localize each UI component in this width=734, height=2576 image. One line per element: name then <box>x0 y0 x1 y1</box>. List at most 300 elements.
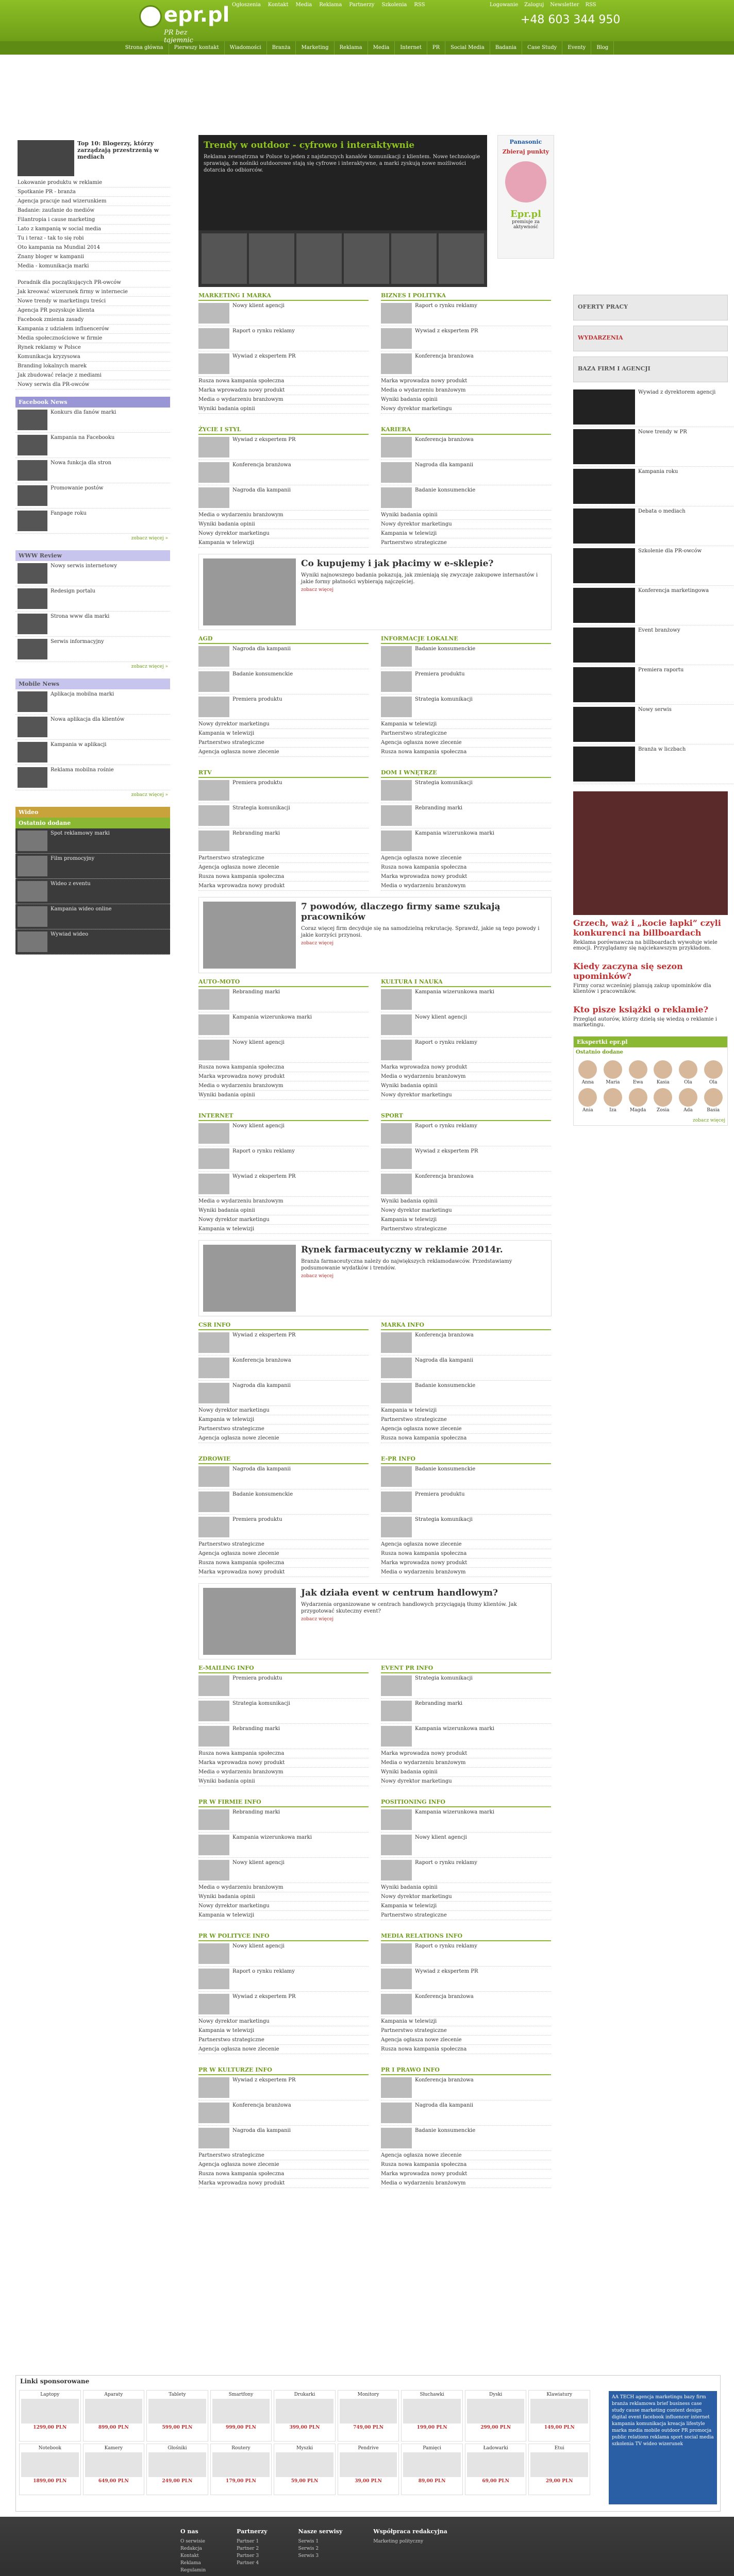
top-nav-item[interactable]: Partnerzy <box>349 2 375 8</box>
top-link[interactable]: Zaloguj <box>524 2 544 8</box>
section-line[interactable]: Media o wydarzeniu branżowym <box>381 882 551 891</box>
sponsored-item-image[interactable] <box>467 2452 525 2477</box>
section-entry[interactable] <box>381 1381 551 1406</box>
top-nav-item[interactable]: Kontakt <box>268 2 289 8</box>
main-nav-item[interactable]: Case Study <box>522 41 562 55</box>
expert[interactable] <box>677 1060 699 1085</box>
entry-title[interactable]: Nagroda dla kampanii <box>415 462 473 468</box>
entry-title[interactable]: Wywiad z ekspertem PR <box>232 1332 296 1338</box>
main-nav-item[interactable]: Branża <box>267 41 296 55</box>
right-news-title[interactable]: Nowy serwis <box>638 707 672 713</box>
section-entry[interactable] <box>198 1992 369 2017</box>
section-line[interactable]: Rusza nowa kampania społeczna <box>381 1434 551 1443</box>
entry-title[interactable]: Wywiad z ekspertem PR <box>415 1148 478 1154</box>
entry-title[interactable]: Kampania wizerunkowa marki <box>415 989 494 995</box>
section-entry[interactable] <box>198 301 369 326</box>
hero-title[interactable]: Trendy w outdoor - cyfrowo i interaktywnie <box>204 140 415 150</box>
recent-list-item[interactable]: Facebook zmienia zasady <box>15 315 170 325</box>
section-heading[interactable]: ŻYCIE I STYL <box>198 426 369 435</box>
top-link[interactable]: Newsletter <box>550 2 579 8</box>
section-line[interactable]: Kampania w telewizji <box>381 529 551 538</box>
entry-title[interactable]: Konferencja branżowa <box>415 353 474 359</box>
entry-thumb[interactable] <box>381 1994 412 2014</box>
list-item-text[interactable]: Wywiad wideo <box>51 931 89 937</box>
section-entry[interactable] <box>381 1038 551 1063</box>
footer-link[interactable]: Redakcja <box>180 2546 202 2551</box>
entry-title[interactable]: Raport o rynku reklamy <box>415 1860 477 1866</box>
section-heading[interactable]: PR I PRAWO INFO <box>381 2066 551 2075</box>
section-entry[interactable] <box>381 1858 551 1883</box>
sponsored-item[interactable] <box>401 2390 463 2442</box>
section-line[interactable]: Media o wydarzeniu branżowym <box>198 1081 369 1091</box>
entry-thumb[interactable] <box>198 1835 229 1855</box>
section-line[interactable]: Nowy dyrektor marketingu <box>198 1406 369 1415</box>
feature-read-more[interactable]: zobacz więcej <box>301 587 333 592</box>
section-entry[interactable] <box>198 1146 369 1172</box>
recent-list-item[interactable]: Branding lokalnych marek <box>15 362 170 371</box>
sponsored-item[interactable] <box>19 2390 81 2442</box>
sponsored-item-name[interactable]: Routery <box>231 2446 251 2451</box>
section-heading[interactable]: PR W KULTURZE INFO <box>198 2066 369 2075</box>
section-line[interactable]: Partnerstwo strategiczne <box>381 1911 551 1920</box>
right-news-thumb[interactable] <box>573 469 635 504</box>
section-line[interactable]: Nowy dyrektor marketingu <box>198 1215 369 1225</box>
section-entry[interactable] <box>381 1807 551 1833</box>
feature-article-2[interactable] <box>198 897 552 973</box>
right-news-item[interactable] <box>573 506 734 546</box>
feature-article-4[interactable] <box>198 1583 552 1659</box>
entry-thumb[interactable] <box>198 1517 229 1537</box>
main-nav-item[interactable]: PR <box>427 41 445 55</box>
section-line[interactable]: Kampania w telewizji <box>381 1902 551 1911</box>
section-entry[interactable] <box>198 1858 369 1883</box>
list-item-thumb[interactable] <box>18 435 47 455</box>
sponsored-item-image[interactable] <box>403 2452 461 2477</box>
section-entry[interactable] <box>381 1012 551 1038</box>
section-line[interactable]: Agencja ogłasza nowe zlecenie <box>198 2045 369 2054</box>
right-feature-1[interactable] <box>573 791 728 951</box>
entry-title[interactable]: Strategia komunikacji <box>415 1675 473 1681</box>
hero-thumbnail[interactable] <box>202 233 247 284</box>
right-feature-1-title[interactable]: Grzech, waż i „kocie łapki” czyli konkurenci na billboardach <box>573 918 721 938</box>
feature-article-3[interactable] <box>198 1240 552 1316</box>
list-item-text[interactable]: Fanpage roku <box>51 511 87 516</box>
section-line[interactable]: Media o wydarzeniu branżowym <box>381 386 551 395</box>
entry-title[interactable]: Badanie konsumenckie <box>415 2128 476 2133</box>
top-nav-item[interactable]: Media <box>295 2 312 8</box>
www-more-link[interactable]: zobacz więcej » <box>131 664 168 669</box>
section-entry[interactable] <box>198 1807 369 1833</box>
sponsored-item-image[interactable] <box>21 2452 79 2477</box>
expert-name[interactable]: Ada <box>683 1108 693 1113</box>
entry-thumb[interactable] <box>198 1726 229 1747</box>
hero-thumbnail[interactable] <box>391 233 437 284</box>
entry-thumb[interactable] <box>381 780 412 801</box>
section-line[interactable]: Kampania w telewizji <box>381 1406 551 1415</box>
main-nav-item[interactable]: Blog <box>591 41 614 55</box>
entry-title[interactable]: Kampania wizerunkowa marki <box>415 831 494 836</box>
entry-title[interactable]: Premiera produktu <box>415 1492 465 1497</box>
right-news-item[interactable] <box>573 705 734 744</box>
entry-thumb[interactable] <box>198 1809 229 1830</box>
entry-thumb[interactable] <box>381 1466 412 1487</box>
list-item-text[interactable]: Wideo z eventu <box>51 881 91 887</box>
entry-title[interactable]: Kampania wizerunkowa marki <box>232 1014 312 1020</box>
section-entry[interactable] <box>198 351 369 377</box>
section-line[interactable]: Agencja ogłasza nowe zlecenie <box>381 2036 551 2045</box>
section-heading[interactable]: CSR INFO <box>198 1321 369 1330</box>
feature-title[interactable]: Jak działa event w centrum handlowym? <box>301 1588 498 1598</box>
entry-thumb[interactable] <box>198 1701 229 1721</box>
right-news-item[interactable] <box>573 586 734 625</box>
top-list-item[interactable]: Spotkanie PR - branża <box>15 188 170 197</box>
right-news-thumb[interactable] <box>573 429 635 464</box>
list-item-thumb[interactable] <box>18 691 47 712</box>
section-entry[interactable] <box>198 1833 369 1858</box>
main-nav-item[interactable]: Social Media <box>445 41 490 55</box>
sponsored-item[interactable] <box>83 2390 145 2442</box>
right-feature-2[interactable] <box>573 961 728 994</box>
entry-thumb[interactable] <box>198 1358 229 1378</box>
sponsored-item-image[interactable] <box>212 2399 270 2424</box>
expert-avatar[interactable] <box>654 1060 672 1079</box>
section-line[interactable]: Nowy dyrektor marketingu <box>198 2017 369 2026</box>
section-line[interactable]: Marka wprowadza nowy produkt <box>198 882 369 891</box>
section-line[interactable]: Rusza nowa kampania społeczna <box>381 1549 551 1558</box>
expert[interactable] <box>627 1088 649 1113</box>
right-feature-3[interactable] <box>573 1005 728 1028</box>
top-nav-item[interactable]: Szkolenia <box>381 2 407 8</box>
entry-thumb[interactable] <box>198 1040 229 1060</box>
section-line[interactable]: Rusza nowa kampania społeczna <box>381 2160 551 2170</box>
sponsored-item-name[interactable]: Pendrive <box>358 2446 379 2451</box>
section-line[interactable]: Marka wprowadza nowy produkt <box>198 2179 369 2188</box>
right-news-thumb[interactable] <box>573 747 635 782</box>
section-entry[interactable] <box>381 1515 551 1540</box>
expert-name[interactable]: Zosia <box>657 1108 670 1113</box>
section-entry[interactable] <box>381 1489 551 1515</box>
list-item-text[interactable]: Reklama mobilna rośnie <box>51 767 114 773</box>
section-line[interactable]: Kampania w telewizji <box>381 2017 551 2026</box>
top-list-item[interactable]: Lokowanie produktu w reklamie <box>15 178 170 188</box>
section-entry[interactable] <box>198 1012 369 1038</box>
section-entry[interactable] <box>381 1330 551 1355</box>
entry-thumb[interactable] <box>381 831 412 851</box>
section-line[interactable]: Rusza nowa kampania społeczna <box>198 1558 369 1568</box>
entry-thumb[interactable] <box>381 437 412 457</box>
sponsored-item-name[interactable]: Laptopy <box>40 2392 60 2397</box>
footer-link[interactable]: Serwis 2 <box>298 2546 319 2551</box>
sponsored-item[interactable] <box>210 2444 272 2495</box>
feature-read-more[interactable]: zobacz więcej <box>301 941 333 946</box>
section-line[interactable]: Nowy dyrektor marketingu <box>381 1091 551 1100</box>
footer-link[interactable]: Serwis 1 <box>298 2539 319 2544</box>
main-nav-item[interactable]: Reklama <box>335 41 368 55</box>
section-line[interactable]: Agencja ogłasza nowe zlecenie <box>198 863 369 872</box>
section-entry[interactable] <box>381 1967 551 1992</box>
list-item-text[interactable]: Promowanie postów <box>51 485 104 491</box>
expert-name[interactable]: Basia <box>707 1108 720 1113</box>
section-line[interactable]: Marka wprowadza nowy produkt <box>381 872 551 882</box>
list-item-text[interactable]: Redesign portalu <box>51 588 95 594</box>
recent-list-item[interactable]: Agencja PR pozyskuje klienta <box>15 306 170 315</box>
section-line[interactable]: Marka wprowadza nowy produkt <box>381 1749 551 1758</box>
sponsored-item-image[interactable] <box>403 2399 461 2424</box>
right-news-title[interactable]: Nowe trendy w PR <box>638 429 687 435</box>
list-item-thumb[interactable] <box>18 856 47 876</box>
list-item-thumb[interactable] <box>18 563 47 584</box>
section-entry[interactable] <box>198 987 369 1012</box>
section-entry[interactable] <box>198 2075 369 2100</box>
section-line[interactable]: Rusza nowa kampania społeczna <box>198 872 369 882</box>
expert[interactable] <box>577 1060 599 1085</box>
hero-thumbnail[interactable] <box>344 233 389 284</box>
right-news-title[interactable]: Event branżowy <box>638 628 680 633</box>
section-line[interactable]: Partnerstwo strategiczne <box>381 729 551 738</box>
entry-thumb[interactable] <box>381 303 412 324</box>
entry-title[interactable]: Nowy klient agencji <box>232 1860 285 1866</box>
entry-thumb[interactable] <box>381 1809 412 1830</box>
entry-thumb[interactable] <box>381 1943 412 1964</box>
section-line[interactable]: Partnerstwo strategiczne <box>198 1425 369 1434</box>
entry-thumb[interactable] <box>198 1943 229 1964</box>
list-item-thumb[interactable] <box>18 767 47 788</box>
sponsored-item-name[interactable]: Aparaty <box>104 2392 123 2397</box>
section-entry[interactable] <box>198 1699 369 1724</box>
list-item-thumb[interactable] <box>18 410 47 430</box>
entry-thumb[interactable] <box>198 1332 229 1353</box>
entry-title[interactable]: Raport o rynku reklamy <box>232 1969 295 1974</box>
section-entry[interactable] <box>381 1941 551 1967</box>
expert-name[interactable]: Ola <box>684 1080 692 1085</box>
expert-name[interactable]: Ewa <box>632 1080 643 1085</box>
expert[interactable] <box>652 1088 674 1113</box>
section-entry[interactable] <box>198 1355 369 1381</box>
main-nav-item[interactable]: Badania <box>490 41 522 55</box>
section-heading[interactable]: INTERNET <box>198 1112 369 1121</box>
entry-thumb[interactable] <box>381 1835 412 1855</box>
section-entry[interactable] <box>198 1724 369 1749</box>
list-item-thumb[interactable] <box>18 485 47 506</box>
section-line[interactable]: Wyniki badania opinii <box>381 1883 551 1892</box>
entry-thumb[interactable] <box>198 1466 229 1487</box>
entry-title[interactable]: Badanie konsumenckie <box>415 487 476 493</box>
section-line[interactable]: Marka wprowadza nowy produkt <box>198 1758 369 1768</box>
section-line[interactable]: Partnerstwo strategiczne <box>381 1415 551 1425</box>
entry-thumb[interactable] <box>381 1148 412 1169</box>
section-line[interactable]: Partnerstwo strategiczne <box>198 1540 369 1549</box>
section-heading[interactable]: BIZNES I POLITYKA <box>381 292 551 301</box>
hero-thumbnail[interactable] <box>439 233 484 284</box>
list-item[interactable] <box>15 612 170 637</box>
list-item-text[interactable]: Konkurs dla fanów marki <box>51 410 116 415</box>
list-item-thumb[interactable] <box>18 460 47 481</box>
expert-avatar[interactable] <box>604 1060 622 1079</box>
sponsored-item-name[interactable]: Dyski <box>489 2392 503 2397</box>
section-entry[interactable] <box>381 1699 551 1724</box>
entry-title[interactable]: Raport o rynku reklamy <box>415 1943 477 1949</box>
entry-thumb[interactable] <box>381 353 412 374</box>
main-nav-item[interactable]: Strona główna <box>120 41 169 55</box>
right-feature-1-image[interactable] <box>573 791 728 915</box>
expert-avatar[interactable] <box>704 1060 723 1079</box>
section-line[interactable]: Nowy dyrektor marketingu <box>198 1902 369 1911</box>
right-feature-2-title[interactable]: Kiedy zaczyna się sezon upominków? <box>573 961 683 981</box>
entry-title[interactable]: Nowy klient agencji <box>232 1123 285 1129</box>
list-item-thumb[interactable] <box>18 931 47 952</box>
entry-title[interactable]: Nagroda dla kampanii <box>232 2128 291 2133</box>
recent-list-item[interactable]: Jak zbudować relacje z mediami <box>15 371 170 380</box>
sponsored-item-image[interactable] <box>85 2399 143 2424</box>
right-news-title[interactable]: Szkolenie dla PR-owców <box>638 548 702 554</box>
entry-thumb[interactable] <box>381 1492 412 1512</box>
entry-title[interactable]: Nowy klient agencji <box>232 303 285 309</box>
list-item-thumb[interactable] <box>18 831 47 851</box>
section-heading[interactable]: E-MAILING INFO <box>198 1665 369 1673</box>
section-entry[interactable] <box>198 803 369 828</box>
section-line[interactable]: Marka wprowadza nowy produkt <box>381 2170 551 2179</box>
job-offers-button[interactable]: OFERTY PRACY <box>573 295 728 320</box>
list-item-text[interactable]: Serwis informacyjny <box>51 639 104 645</box>
entry-title[interactable]: Strategia komunikacji <box>232 1701 290 1706</box>
section-line[interactable]: Partnerstwo strategiczne <box>198 2036 369 2045</box>
section-line[interactable]: Agencja ogłasza nowe zlecenie <box>198 1549 369 1558</box>
list-item-text[interactable]: Aplikacja mobilna marki <box>51 691 114 697</box>
sponsored-item[interactable] <box>146 2390 208 2442</box>
experts-more-link[interactable]: zobacz więcej <box>693 1118 725 1123</box>
facebook-more-link[interactable]: zobacz więcej » <box>131 536 168 541</box>
section-entry[interactable] <box>381 351 551 377</box>
expert[interactable] <box>702 1060 724 1085</box>
right-news-thumb[interactable] <box>573 509 635 544</box>
section-entry[interactable] <box>198 778 369 803</box>
section-entry[interactable] <box>198 1038 369 1063</box>
entry-thumb[interactable] <box>198 2128 229 2148</box>
section-line[interactable]: Kampania w telewizji <box>381 1215 551 1225</box>
section-line[interactable]: Kampania w telewizji <box>198 538 369 548</box>
section-entry[interactable] <box>198 1673 369 1699</box>
top-blogers-image[interactable] <box>18 140 74 176</box>
footer-link[interactable]: Partner 3 <box>237 2553 259 2558</box>
section-entry[interactable] <box>381 1355 551 1381</box>
section-line[interactable]: Media o wydarzeniu branżowym <box>381 1072 551 1081</box>
right-news-item[interactable] <box>573 665 734 705</box>
expert[interactable] <box>602 1060 624 1085</box>
sponsored-item[interactable] <box>338 2444 399 2495</box>
hero-thumbnail[interactable] <box>249 233 294 284</box>
list-item[interactable] <box>15 904 170 929</box>
footer-link[interactable]: Partner 4 <box>237 2561 259 2566</box>
entry-title[interactable]: Rebranding marki <box>415 805 463 811</box>
section-line[interactable]: Wyniki badania opinii <box>198 1091 369 1100</box>
right-news-title[interactable]: Debata o mediach <box>638 509 686 514</box>
right-news-thumb[interactable] <box>573 588 635 623</box>
section-entry[interactable] <box>381 644 551 669</box>
section-line[interactable]: Partnerstwo strategiczne <box>198 738 369 748</box>
section-line[interactable]: Agencja ogłasza nowe zlecenie <box>381 1425 551 1434</box>
section-line[interactable]: Nowy dyrektor marketingu <box>381 1777 551 1786</box>
section-entry[interactable] <box>381 460 551 485</box>
list-item[interactable] <box>15 509 170 534</box>
sponsored-item[interactable] <box>528 2444 590 2495</box>
entry-thumb[interactable] <box>381 1383 412 1403</box>
section-entry[interactable] <box>198 1172 369 1197</box>
section-heading[interactable]: KARIERA <box>381 426 551 435</box>
section-entry[interactable] <box>381 1992 551 2017</box>
section-line[interactable]: Wyniki badania opinii <box>381 511 551 520</box>
top-list-item[interactable]: Media - komunikacja marki <box>15 262 170 271</box>
entry-thumb[interactable] <box>381 1040 412 1060</box>
section-line[interactable]: Wyniki badania opinii <box>198 1892 369 1902</box>
entry-thumb[interactable] <box>198 353 229 374</box>
entry-thumb[interactable] <box>198 1383 229 1403</box>
section-line[interactable]: Marka wprowadza nowy produkt <box>198 1568 369 1577</box>
sponsored-item-name[interactable]: Głośniki <box>168 2446 187 2451</box>
section-entry[interactable] <box>198 2126 369 2151</box>
entry-title[interactable]: Badanie konsumenckie <box>415 1466 476 1472</box>
entry-title[interactable]: Badanie konsumenckie <box>415 646 476 652</box>
entry-title[interactable]: Wywiad z ekspertem PR <box>232 1994 296 1999</box>
sponsored-item-name[interactable]: Myszki <box>296 2446 313 2451</box>
right-news-title[interactable]: Kampania roku <box>638 469 678 474</box>
section-entry[interactable] <box>198 1489 369 1515</box>
section-line[interactable]: Agencja ogłasza nowe zlecenie <box>381 738 551 748</box>
section-line[interactable]: Marka wprowadza nowy produkt <box>198 386 369 395</box>
entry-title[interactable]: Badanie konsumenckie <box>415 1383 476 1388</box>
entry-thumb[interactable] <box>198 1492 229 1512</box>
entry-thumb[interactable] <box>198 2103 229 2123</box>
list-item[interactable] <box>15 408 170 433</box>
entry-title[interactable]: Nowy klient agencji <box>415 1014 467 1020</box>
entry-thumb[interactable] <box>198 1675 229 1696</box>
section-line[interactable]: Rusza nowa kampania społeczna <box>198 1749 369 1758</box>
section-line[interactable]: Marka wprowadza nowy produkt <box>198 1072 369 1081</box>
section-entry[interactable] <box>381 301 551 326</box>
section-heading[interactable]: INFORMACJE LOKALNE <box>381 635 551 644</box>
entry-title[interactable]: Rebranding marki <box>232 831 280 836</box>
feature-image[interactable] <box>203 1245 296 1312</box>
entry-title[interactable]: Raport o rynku reklamy <box>232 328 295 334</box>
entry-title[interactable]: Premiera produktu <box>415 671 465 677</box>
list-item-thumb[interactable] <box>18 906 47 927</box>
tag-cloud[interactable]: AA TECH agencja marketingu bazy firm branża reklamowa brief business case study cause marketing content design digital event facebook influencer internet kampania komunikacja kreacja lifestyle marka media mobile outdoor PR promocja public relations reklama sport social media szkolenia TV wideo wizerunek <box>609 2391 717 2504</box>
right-news-title[interactable]: Premiera raportu <box>638 667 684 673</box>
entry-thumb[interactable] <box>198 462 229 483</box>
entry-title[interactable]: Badanie konsumenckie <box>232 671 293 677</box>
entry-thumb[interactable] <box>381 1726 412 1747</box>
section-line[interactable]: Nowy dyrektor marketingu <box>381 520 551 529</box>
list-item[interactable] <box>15 483 170 509</box>
entry-title[interactable]: Premiera produktu <box>232 780 282 786</box>
list-item[interactable] <box>15 929 170 955</box>
sponsored-item[interactable] <box>83 2444 145 2495</box>
top-nav-item[interactable]: Reklama <box>319 2 342 8</box>
list-item[interactable] <box>15 828 170 854</box>
section-line[interactable]: Kampania w telewizji <box>381 720 551 729</box>
entry-thumb[interactable] <box>198 487 229 508</box>
side-ad[interactable] <box>497 135 554 259</box>
entry-thumb[interactable] <box>198 805 229 826</box>
list-item[interactable] <box>15 740 170 765</box>
section-line[interactable]: Wyniki badania opinii <box>381 395 551 404</box>
entry-thumb[interactable] <box>381 989 412 1010</box>
right-news-title[interactable]: Branża w liczbach <box>638 747 686 752</box>
entry-title[interactable]: Nowy klient agencji <box>232 1040 285 1045</box>
section-entry[interactable] <box>198 669 369 694</box>
sponsored-item-image[interactable] <box>85 2452 143 2477</box>
section-entry[interactable] <box>381 694 551 720</box>
section-line[interactable]: Kampania w telewizji <box>198 729 369 738</box>
